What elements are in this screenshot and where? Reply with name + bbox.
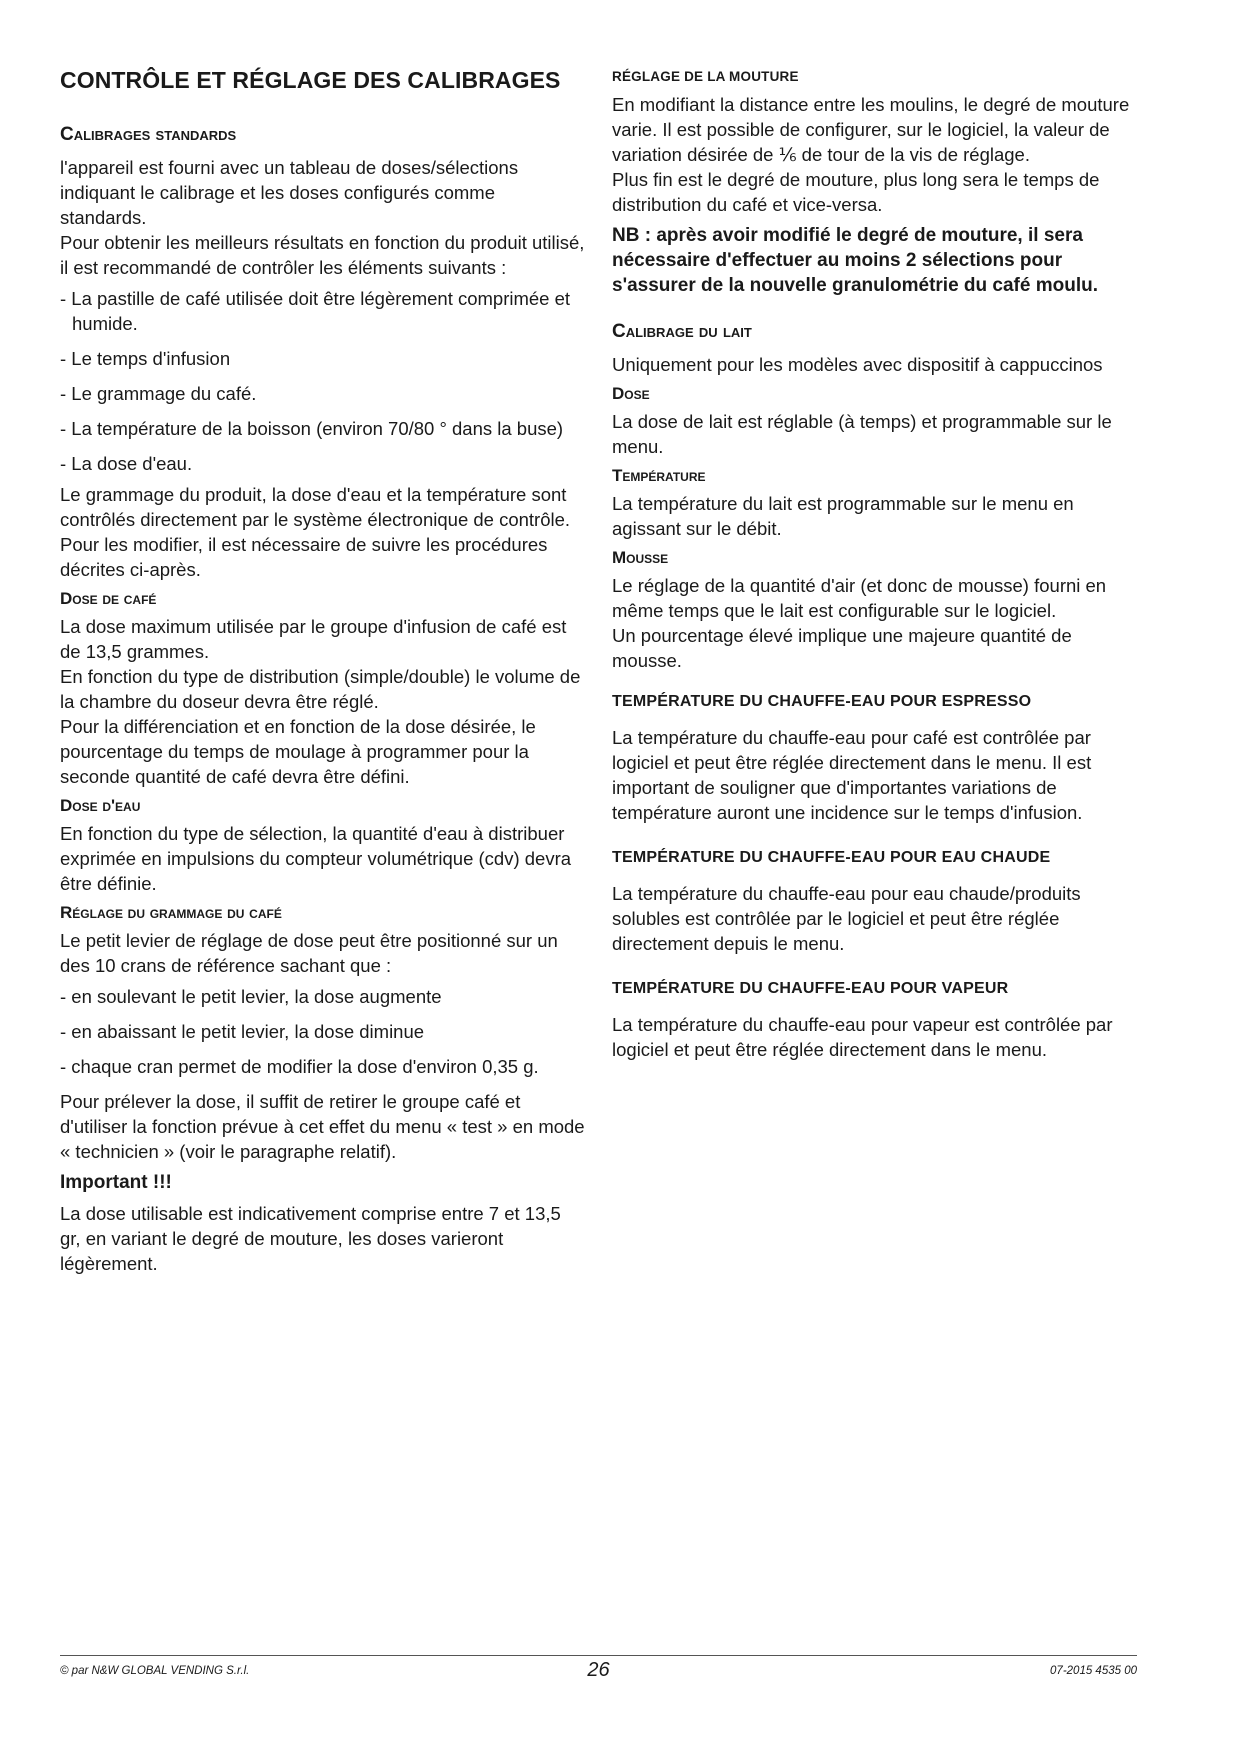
paragraph: Pour obtenir les meilleurs résultats en fonction du produit utilisé, il est recommandé de contrôler les éléments suivants : <box>60 232 585 278</box>
footer-doc-code: 07-2015 4535 00 <box>1050 1665 1137 1677</box>
list-item: - en abaissant le petit levier, la dose diminue <box>60 1021 425 1042</box>
page-footer <box>60 1661 1137 1685</box>
list-item: - en soulevant le petit levier, la dose augmente <box>60 986 442 1007</box>
list-item: - Le temps d'infusion <box>60 348 231 369</box>
subheading-dose-de-cafe: Dose de café <box>60 589 157 608</box>
list-item: - chaque cran permet de modifier la dose d'environ 0,35 g. <box>60 1056 539 1077</box>
subheading-dose: Dose <box>612 384 650 403</box>
right-column <box>612 66 1137 1062</box>
subheading-reglage-de-la-mouture: RÉGLAGE DE LA MOUTURE <box>612 69 799 84</box>
paragraph: La dose maximum utilisée par le groupe d'infusion de café est de 13,5 grammes. <box>60 616 567 662</box>
list-item: - Le grammage du café. <box>60 383 257 404</box>
nb-note: NB : après avoir modifié le degré de mouture, il sera nécessaire d'effectuer au moins 2 sélections pour s'assurer de la nouvelle granulométrie du café moulu. <box>612 225 1098 296</box>
paragraph: En fonction du type de distribution (simple/double) le volume de la chambre du doseur devra être réglé. <box>60 666 581 712</box>
footer-divider <box>60 1655 1137 1656</box>
subheading-temperature: Température <box>612 466 706 485</box>
paragraph: La température du chauffe-eau pour vapeur est contrôlée par logiciel et peut être réglée directement dans le menu. <box>612 1014 1113 1060</box>
subheading-temperature-vapeur: TEMPÉRATURE DU CHAUFFE-EAU POUR VAPEUR <box>612 980 1009 997</box>
list-item: - La dose d'eau. <box>60 453 193 474</box>
section-heading-calibrage-du-lait: Calibrage du lait <box>612 321 752 342</box>
paragraph: La dose utilisable est indicativement comprise entre 7 et 13,5 gr, en variant le degré de mouture, les doses varieront légèrement. <box>60 1203 561 1274</box>
subheading-reglage-du-grammage: Réglage du grammage du café <box>60 903 282 922</box>
important-label: Important !!! <box>60 1172 172 1193</box>
subheading-dose-d-eau: Dose d'eau <box>60 796 141 815</box>
paragraph: Pour la différenciation et en fonction de la dose désirée, le pourcentage du temps de moulage à programmer pour la seconde quantité de café devra être défini. <box>60 716 536 787</box>
paragraph: Le réglage de la quantité d'air (et donc de mousse) fourni en même temps que le lait est configurable sur le logiciel. <box>612 575 1107 621</box>
paragraph: Le grammage du produit, la dose d'eau et la température sont contrôlés directement par le système électronique de contrôle. <box>60 484 571 530</box>
page-title: CONTRÔLE ET RÉGLAGE DES CALIBRAGES <box>60 67 561 93</box>
paragraph: l'appareil est fourni avec un tableau de doses/sélections indiquant le calibrage et les doses configurés comme standards. <box>60 157 519 228</box>
paragraph: La température du chauffe-eau pour eau chaude/produits solubles est contrôlée par le logiciel et peut être réglée directement depuis le menu. <box>612 883 1081 954</box>
paragraph: Pour prélever la dose, il suffit de retirer le groupe café et d'utiliser la fonction prévue à cet effet du menu « test » en mode « technicien » (voir le paragraphe relatif). <box>60 1091 585 1162</box>
subheading-temperature-espresso: TEMPÉRATURE DU CHAUFFE-EAU POUR ESPRESSO <box>612 693 1032 710</box>
paragraph: Un pourcentage élevé implique une majeure quantité de mousse. <box>612 625 1072 671</box>
paragraph: La dose de lait est réglable (à temps) et programmable sur le menu. <box>612 411 1112 457</box>
paragraph: Pour les modifier, il est nécessaire de suivre les procédures décrites ci-après. <box>60 534 548 580</box>
paragraph: En modifiant la distance entre les moulins, le degré de mouture varie. Il est possible de configurer, sur le logiciel, la valeur de variation désirée de ⅙ de tour de la vis de réglage. <box>612 94 1130 165</box>
paragraph: Plus fin est le degré de mouture, plus long sera le temps de distribution du café et vice-versa. <box>612 169 1100 215</box>
paragraph: Uniquement pour les modèles avec dispositif à cappuccinos <box>612 354 1103 375</box>
section-heading-calibrages-standards: Calibrages standards <box>60 124 237 145</box>
paragraph: La température du chauffe-eau pour café est contrôlée par logiciel et peut être réglée directement dans le menu. Il est important de souligner que d'importantes variations de température auront une incidence sur le temps d'infusion. <box>612 727 1092 823</box>
footer-copyright: © par N&W GLOBAL VENDING S.r.l. <box>60 1665 250 1677</box>
paragraph: Le petit levier de réglage de dose peut être positionné sur un des 10 crans de référence sachant que : <box>60 930 558 976</box>
paragraph: En fonction du type de sélection, la quantité d'eau à distribuer exprimée en impulsions du compteur volumétrique (cdv) devra être définie. <box>60 823 572 894</box>
list-item: - La pastille de café utilisée doit être légèrement comprimée et humide. <box>60 288 571 334</box>
subheading-temperature-eau-chaude: TEMPÉRATURE DU CHAUFFE-EAU POUR EAU CHAUDE <box>612 849 1051 866</box>
left-column <box>60 66 585 1276</box>
subheading-mousse: Mousse <box>612 548 669 567</box>
page-number: 26 <box>587 1659 610 1681</box>
list-item: - La température de la boisson (environ 70/80 ° dans la buse) <box>60 418 564 439</box>
paragraph: La température du lait est programmable sur le menu en agissant sur le débit. <box>612 493 1074 539</box>
